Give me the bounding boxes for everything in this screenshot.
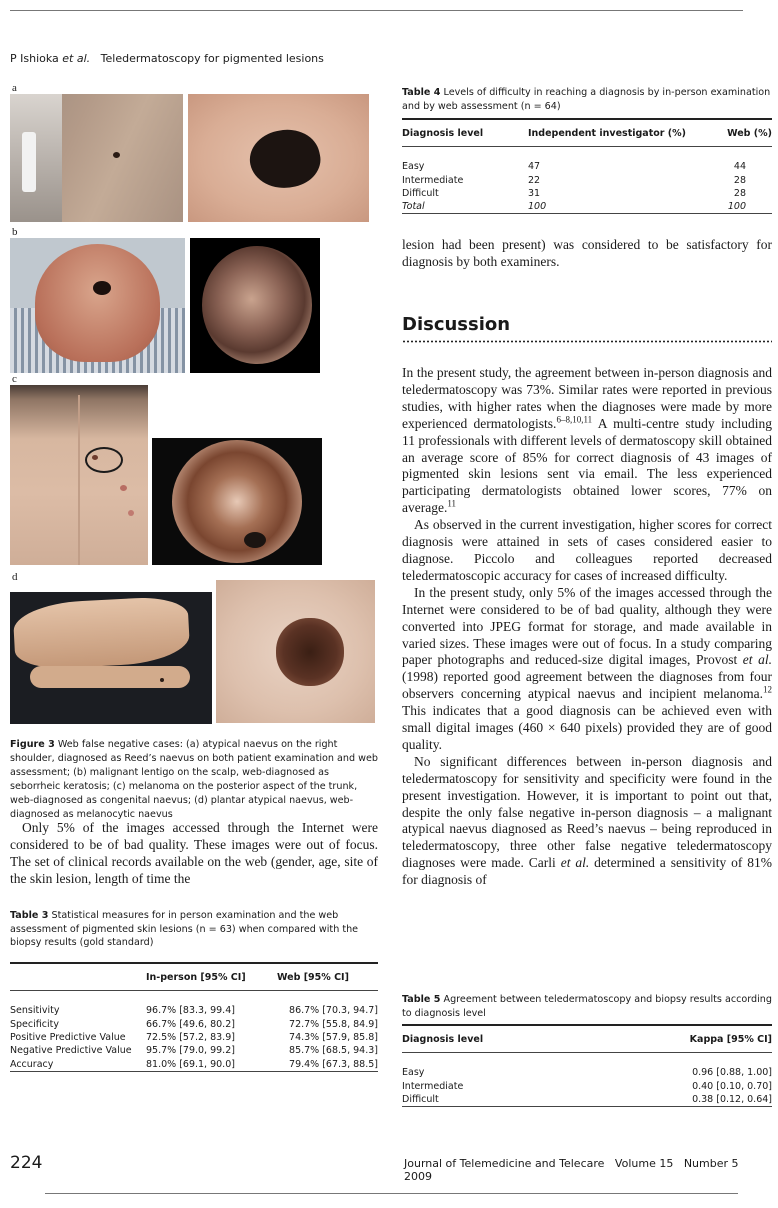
left-body-text <box>10 820 378 888</box>
panel-label-d: d <box>12 571 18 583</box>
table-row: Intermediate 0.40 [0.10, 0.70] <box>402 1080 772 1092</box>
table5-caption <box>402 993 772 1020</box>
table3-header-0 <box>10 963 146 991</box>
discussion-body <box>402 365 772 889</box>
top-rule <box>10 10 743 11</box>
photo-d-clinical <box>10 592 212 724</box>
journal-footer <box>404 1157 778 1183</box>
table-row: Difficult 31 28 <box>402 188 746 200</box>
table3-header-1: In-person [95% CI] <box>146 971 246 983</box>
discussion-paragraph-1: In the present study, the agreement between in-person diagnosis and teledermatoscopy was 73%. Similar rates were reported in previous studies, with higher rates when the diagnoses were made by more experienced dermatologists.$^{6-8,10,11}$ A multi-centre study including 11 professionals with different levels of dermatoscopy skill obtained an average score of 85% for correct diagnosis of 43 images of pigmented skin lesions sent via email. The less experienced participating dermatologists obtained lower scores, 77% on average.$^{11}$ <box>402 365 773 516</box>
table3-header-2: Web [95% CI] <box>277 971 349 983</box>
table4-caption-text: Levels of difficulty in reaching a diagnosis by in-person examination and by web assessment (n = 64) <box>402 87 771 112</box>
table4-label: Table 4 <box>402 87 441 98</box>
right-top-text <box>402 237 772 271</box>
bottom-rule <box>45 1193 738 1194</box>
table-3 <box>10 962 378 1072</box>
table-row: Intermediate 22 28 <box>402 174 746 186</box>
table5-caption-text: Agreement between teledermatoscopy and biopsy results according to diagnosis level <box>402 994 772 1019</box>
table5-header-1: Kappa [95% CI] <box>689 1033 772 1045</box>
left-paragraph: Only 5% of the images accessed through the Internet were considered to be of bad quality. These images were out of focus. The set of clinical records available on the web (gender, age, site of the skin lesion, length of time the <box>10 820 378 886</box>
table4-caption <box>402 86 772 113</box>
table3-caption-text: Statistical measures for in person examination and the web assessment of pigmented skin lesions (n = 63) when compared with the biopsy results (gold standard) <box>10 910 359 948</box>
table4-header-0: Diagnosis level <box>402 127 484 139</box>
journal-year: 2009 <box>404 1170 432 1183</box>
figure-caption <box>10 738 382 822</box>
figure-caption-label: Figure 3 <box>10 739 55 750</box>
running-header <box>10 52 324 65</box>
header-title: Teledermatoscopy for pigmented lesions <box>100 52 324 65</box>
header-authors: P Ishioka <box>10 52 59 65</box>
panel-label-b: b <box>12 226 18 238</box>
photo-a-clinical <box>10 94 183 222</box>
journal-number: Number 5 <box>683 1157 739 1170</box>
header-etal: et al. <box>62 52 91 65</box>
table-5 <box>402 1024 772 1107</box>
table-4 <box>402 118 772 214</box>
table-row: Positive Predictive Value 72.5% [57.2, 83.9] 74.3% [57.9, 85.8] <box>10 1032 378 1044</box>
journal-volume: Volume 15 <box>614 1157 674 1170</box>
discussion-paragraph-2: As observed in the current investigation, higher scores for correct diagnosis were attained in sets of cases considered easier to diagnose. Piccolo and colleagues reported decreased teledermatoscopic accuracy for cases of increased difficulty. <box>402 517 772 583</box>
table4-header-1: Independent investigator (%) <box>528 127 686 139</box>
table5-label: Table 5 <box>402 994 441 1005</box>
table5-header-0: Diagnosis level <box>402 1033 484 1045</box>
heading-dotted-rule <box>402 340 772 343</box>
page-number: 224 <box>10 1153 43 1173</box>
photo-b-dermoscopy <box>190 238 320 373</box>
right-top-paragraph: lesion had been present) was considered to be satisfactory for diagnosis by both examiners. <box>402 237 772 269</box>
figure-caption-text: Web false negative cases: (a) atypical naevus on the right shoulder, diagnosed as Reed’s naevus on both patient examination and web assessment; (b) malignant lentigo on the scalp, web-diagnosed as seborrheic keratosis; (c) melanoma on the posterior aspect of the trunk, web-diagnosed as congenital naevus; (d) plantar atypical naevus, web-diagnosed as melanocytic naevus <box>10 739 378 820</box>
journal-name: Journal of Telemedicine and Telecare <box>404 1157 605 1170</box>
discussion-paragraph-4: No significant differences between in-person diagnosis and teledermatoscopy for sensitivity and specificity were found in the present investigation. However, it is important to point out that, despite the only false negative in-person diagnosis – a malignant atypical naevus diagnosed as Reed’s naevus – being reproduced in teledermatoscopy, three other false negative teledermatoscopy diagnoses were made. Carli et al. determined a sensitivity of 81% for diagnosis of <box>402 753 772 888</box>
discussion-heading: Discussion <box>402 314 511 335</box>
table-row: Specificity 66.7% [49.6, 80.2] 72.7% [55.8, 84.9] <box>10 1018 378 1030</box>
table-row: Total 100 100 <box>402 200 772 214</box>
table4-header-2: Web (%) <box>727 127 772 139</box>
table-row: Easy 47 44 <box>402 161 746 173</box>
photo-b-clinical <box>10 238 185 373</box>
panel-label-c: c <box>12 373 17 385</box>
table-row: Sensitivity 96.7% [83.3, 99.4] 86.7% [70.3, 94.7] <box>10 1005 378 1017</box>
photo-c-dermoscopy <box>152 438 322 565</box>
table-row: Accuracy 81.0% [69.1, 90.0] 79.4% [67.3, 88.5] <box>10 1058 378 1070</box>
discussion-paragraph-3: In the present study, only 5% of the images accessed through the Internet were considered to be of bad quality, although they were converted into JPEG format for storage, and made available in varied sizes. These images were out of focus. In a study comparing paper photographs and reduced-size digital images, Provost et al. (1998) reported good agreement between the diagnoses from four observers concerning atypical naevus and incipient melanoma.$^{12}$ This indicates that a good diagnosis can be achieved even with small digital images (460 × 640 pixels) provided they are of good quality. <box>402 584 772 752</box>
table-row: Easy 0.96 [0.88, 1.00] <box>402 1067 772 1079</box>
photo-a-dermoscopy <box>188 94 369 222</box>
panel-label-a: a <box>12 82 17 94</box>
photo-c-clinical <box>10 385 148 565</box>
table3-caption <box>10 909 380 950</box>
table-row: Difficult 0.38 [0.12, 0.64] <box>402 1094 772 1106</box>
photo-d-dermoscopy <box>216 580 375 723</box>
table3-label: Table 3 <box>10 910 49 921</box>
table-row: Negative Predictive Value 95.7% [79.0, 99.2] 85.7% [68.5, 94.3] <box>10 1045 378 1057</box>
